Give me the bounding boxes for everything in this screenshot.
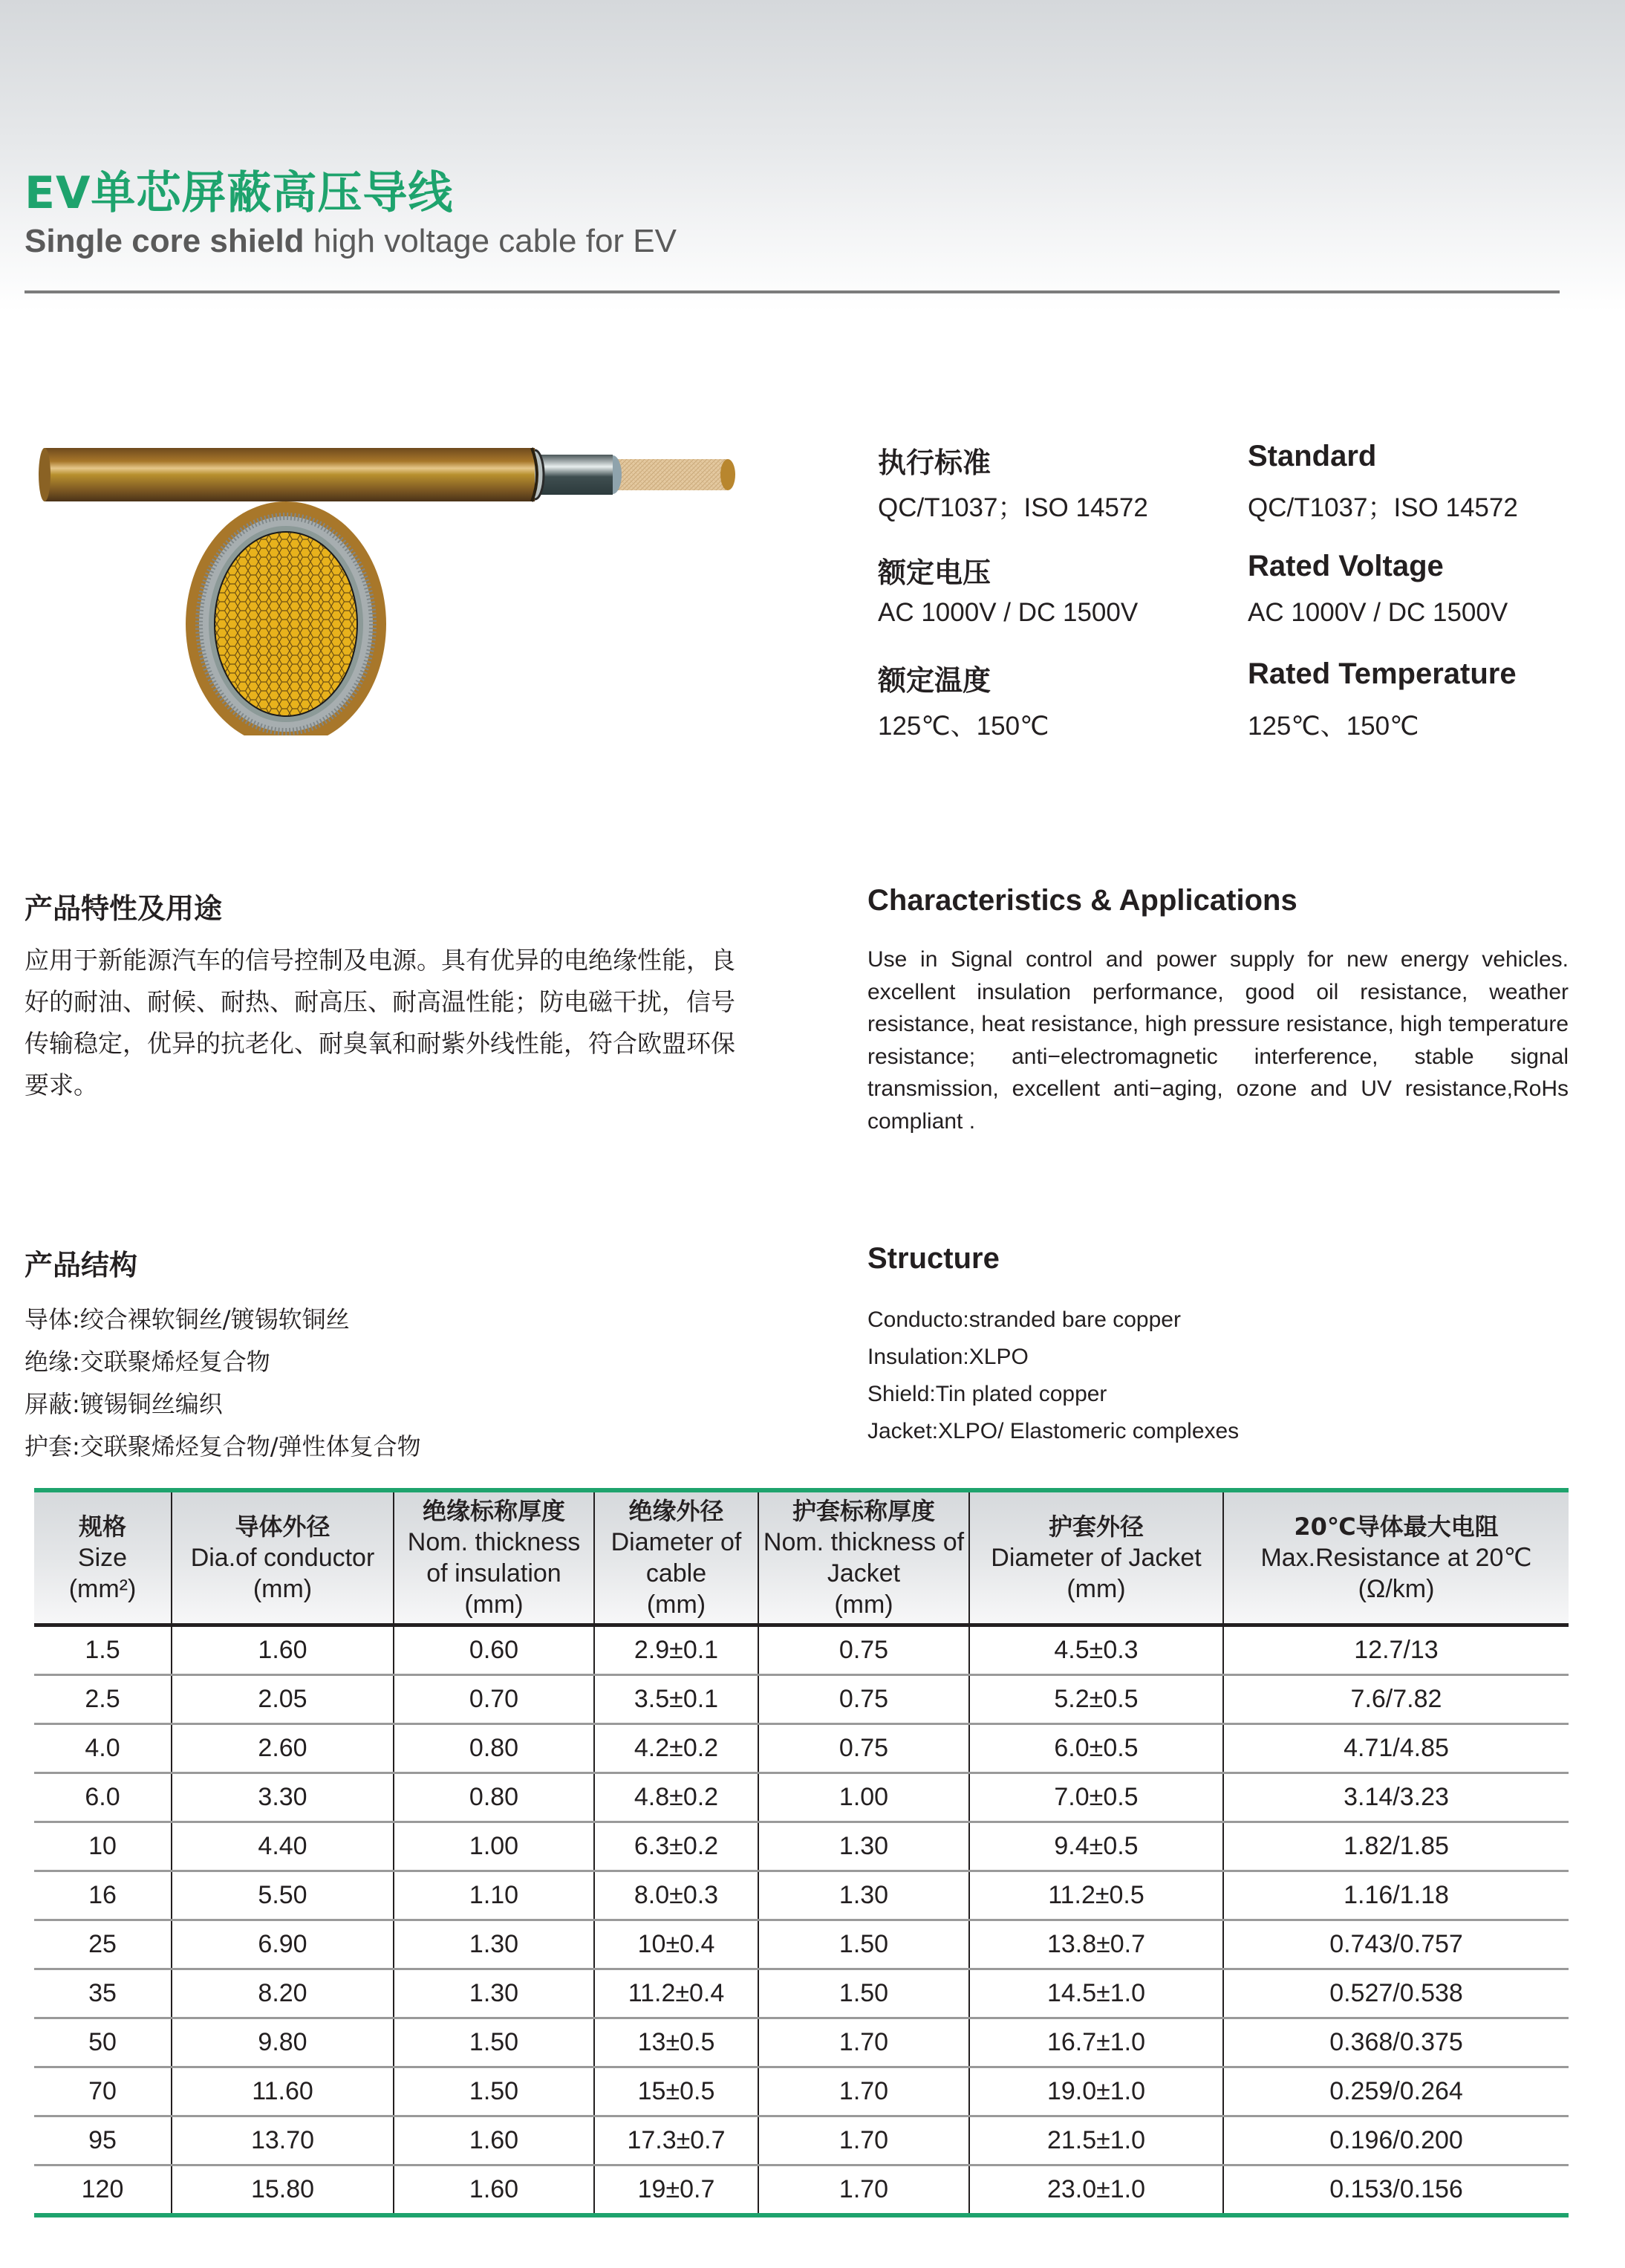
spec-value-cn: AC 1000V / DC 1500V bbox=[878, 598, 1139, 627]
characteristics-body-cn: 应用于新能源汽车的信号控制及电源。具有优异的电绝缘性能，良好的耐油、耐候、耐热、耐高压、耐高温性能；防电磁干扰，信号传输稳定，优异的抗老化、耐臭氧和耐紫外线性能，符合欧盟环保要求。 bbox=[25, 946, 735, 1099]
table-cell: 0.80 bbox=[394, 1724, 594, 1773]
structure-item: 护套:交联聚烯烃复合物/弹性体复合物 bbox=[25, 1432, 421, 1460]
table-cell: 21.5±1.0 bbox=[969, 2116, 1223, 2165]
table-cell: 1.10 bbox=[394, 1871, 594, 1920]
table-cell: 12.7/13 bbox=[1223, 1625, 1569, 1675]
column-header-jacket-thickness: 护套标称厚度 Nom. thickness of Jacket (mm) bbox=[758, 1490, 969, 1625]
structure-item: Shield:Tin plated copper bbox=[867, 1382, 1107, 1406]
table-cell: 2.05 bbox=[172, 1675, 394, 1724]
table-cell: 1.70 bbox=[758, 2165, 969, 2216]
table-row bbox=[34, 1625, 1569, 1675]
table-cell: 1.50 bbox=[394, 2018, 594, 2067]
table-cell: 9.80 bbox=[172, 2018, 394, 2067]
table-cell: 2.60 bbox=[172, 1724, 394, 1773]
table-cell: 0.743/0.757 bbox=[1223, 1920, 1569, 1969]
spec-value-en: QC/T1037；ISO 14572 bbox=[1248, 493, 1518, 522]
table-cell: 1.00 bbox=[758, 1773, 969, 1822]
subtitle-rest: high voltage cable for EV bbox=[304, 223, 677, 259]
table-cell: 10±0.4 bbox=[594, 1920, 758, 1969]
table-cell: 11.60 bbox=[172, 2067, 394, 2116]
structure-item: Jacket:XLPO/ Elastomeric complexes bbox=[867, 1419, 1240, 1443]
table-row bbox=[34, 2067, 1569, 2116]
table-cell: 5.2±0.5 bbox=[969, 1675, 1223, 1724]
table-cell: 4.8±0.2 bbox=[594, 1773, 758, 1822]
structure-item: 屏蔽:镀锡铜丝编织 bbox=[25, 1390, 223, 1418]
table-cell: 3.5±0.1 bbox=[594, 1675, 758, 1724]
table-cell: 0.196/0.200 bbox=[1223, 2116, 1569, 2165]
column-header-max-resistance: 20℃导体最大电阻 Max.Resistance at 20℃ (Ω/km) bbox=[1223, 1490, 1569, 1625]
subtitle-bold: Single core shield bbox=[25, 223, 305, 259]
table-cell: 4.2±0.2 bbox=[594, 1724, 758, 1773]
table-cell: 2.5 bbox=[34, 1675, 172, 1724]
table-cell: 0.75 bbox=[758, 1625, 969, 1675]
table-cell: 1.82/1.85 bbox=[1223, 1822, 1569, 1871]
column-header-insulation-thickness: 绝缘标称厚度 Nom. thickness of insulation (mm) bbox=[394, 1490, 594, 1625]
table-row bbox=[34, 1675, 1569, 1724]
table-cell: 2.9±0.1 bbox=[594, 1625, 758, 1675]
table-cell: 1.50 bbox=[758, 1920, 969, 1969]
table-cell: 13±0.5 bbox=[594, 2018, 758, 2067]
table-cell: 0.527/0.538 bbox=[1223, 1969, 1569, 2018]
table-cell: 14.5±1.0 bbox=[969, 1969, 1223, 2018]
table-cell: 15±0.5 bbox=[594, 2067, 758, 2116]
table-cell: 1.5 bbox=[34, 1625, 172, 1675]
spec-table bbox=[34, 1488, 1569, 2217]
table-cell: 35 bbox=[34, 1969, 172, 2018]
spec-label-cn: 额定温度 bbox=[878, 664, 991, 697]
table-cell: 4.0 bbox=[34, 1724, 172, 1773]
conductor-end bbox=[720, 459, 735, 490]
table-cell: 13.8±0.7 bbox=[969, 1920, 1223, 1969]
column-header-size: 规格 Size (mm²) bbox=[34, 1490, 172, 1625]
table-cell: 19±0.7 bbox=[594, 2165, 758, 2216]
table-cell: 6.0 bbox=[34, 1773, 172, 1822]
table-cell: 95 bbox=[34, 2116, 172, 2165]
column-header-cable-diameter: 绝缘外径 Diameter of cable (mm) bbox=[594, 1490, 758, 1625]
table-cell: 9.4±0.5 bbox=[969, 1822, 1223, 1871]
table-cell: 120 bbox=[81, 2175, 124, 2203]
characteristics-body-en: Use in Signal control and power supply for new energy vehicles. excellent insulation performance, good oil resistance, weather resistance, heat resistance, high pressure resistance, high temperature resistance; anti−electromagnetic interference, stable signal transmission, excellent anti−aging, ozone and UV resistance,RoHs compliant . bbox=[867, 947, 1569, 1134]
table-row bbox=[34, 1773, 1569, 1822]
table-cell: 1.50 bbox=[394, 2067, 594, 2116]
page-subtitle bbox=[25, 223, 677, 260]
column-header-conductor-diameter: 导体外径 Dia.of conductor (mm) bbox=[172, 1490, 394, 1625]
table-cell: 3.14/3.23 bbox=[1223, 1773, 1569, 1822]
table-cell: 11.2±0.4 bbox=[594, 1969, 758, 2018]
table-cell: 5.50 bbox=[172, 1871, 394, 1920]
table-cell: 16.7±1.0 bbox=[969, 2018, 1223, 2067]
table-cell: 1.70 bbox=[758, 2018, 969, 2067]
table-cell: 1.50 bbox=[758, 1969, 969, 2018]
table-cell: 1.60 bbox=[394, 2116, 594, 2165]
table-cell: 1.30 bbox=[758, 1822, 969, 1871]
table-cell: 0.259/0.264 bbox=[1223, 2067, 1569, 2116]
table-cell: 1.00 bbox=[394, 1822, 594, 1871]
spec-label-cn: 执行标准 bbox=[878, 446, 991, 479]
table-row bbox=[34, 2116, 1569, 2165]
table-cell: 0.70 bbox=[394, 1675, 594, 1724]
table-cell: 16 bbox=[34, 1871, 172, 1920]
table-cell: 70 bbox=[34, 2067, 172, 2116]
spec-label-en: Rated Temperature bbox=[1248, 657, 1517, 690]
characteristics-heading-en: Characteristics & Applications bbox=[867, 884, 1297, 917]
table-cell: 4.71/4.85 bbox=[1223, 1724, 1569, 1773]
spec-value-cn: 125℃、150℃ bbox=[878, 712, 1049, 741]
table-cell: 50 bbox=[34, 2018, 172, 2067]
table-row bbox=[34, 1920, 1569, 1969]
column-header-jacket-diameter: 护套外径 Diameter of Jacket (mm) bbox=[969, 1490, 1223, 1625]
table-cell: 8.0±0.3 bbox=[594, 1871, 758, 1920]
table-cell: 0.80 bbox=[394, 1773, 594, 1822]
table-cell: 1.30 bbox=[394, 1920, 594, 1969]
table-cell: 7.0±0.5 bbox=[969, 1773, 1223, 1822]
structure-item: Conducto:stranded bare copper bbox=[867, 1307, 1181, 1332]
structure-item: 绝缘:交联聚烯烃复合物 bbox=[25, 1348, 270, 1376]
jacket-layer bbox=[45, 448, 535, 501]
table-row bbox=[34, 1724, 1569, 1773]
table-row bbox=[34, 2018, 1569, 2067]
table-cell: 0.368/0.375 bbox=[1223, 2018, 1569, 2067]
table-cell: 0.75 bbox=[758, 1675, 969, 1724]
header-divider bbox=[25, 290, 1560, 293]
table-cell: 8.20 bbox=[172, 1969, 394, 2018]
table-cell: 1.30 bbox=[758, 1871, 969, 1920]
table-cell: 10 bbox=[34, 1822, 172, 1871]
table-cell: 25 bbox=[34, 1920, 172, 1969]
spec-label-en: Rated Voltage bbox=[1248, 550, 1444, 582]
table-row bbox=[34, 1871, 1569, 1920]
table-cell: 3.30 bbox=[172, 1773, 394, 1822]
table-cell: 1.60 bbox=[172, 1625, 394, 1675]
table-cell: 0.60 bbox=[394, 1625, 594, 1675]
page-title: EV单芯屏蔽高压导线 bbox=[25, 167, 454, 219]
table-cell: 6.90 bbox=[172, 1920, 394, 1969]
table-cell: 13.70 bbox=[172, 2116, 394, 2165]
structure-list-cn bbox=[25, 1299, 421, 1468]
table-cell: 1.70 bbox=[758, 2067, 969, 2116]
cable-illustration bbox=[30, 423, 772, 735]
table-cell: 7.6/7.82 bbox=[1223, 1675, 1569, 1724]
table-cell: 23.0±1.0 bbox=[969, 2165, 1223, 2216]
spec-value-en: 125℃、150℃ bbox=[1248, 712, 1419, 741]
table-cell: 1.70 bbox=[758, 2116, 969, 2165]
table-cell: 4.40 bbox=[172, 1822, 394, 1871]
cable-cross-section bbox=[186, 501, 386, 735]
spec-label-cn: 额定电压 bbox=[878, 556, 991, 589]
structure-list-en bbox=[867, 1302, 1239, 1450]
table-cell: 0.153/0.156 bbox=[1223, 2165, 1569, 2216]
structure-heading-cn: 产品结构 bbox=[25, 1249, 138, 1281]
conductor-strands bbox=[609, 459, 728, 490]
table-header-row bbox=[34, 1490, 1569, 1625]
table-cell: 19.0±1.0 bbox=[969, 2067, 1223, 2116]
table-cell: 6.0±0.5 bbox=[969, 1724, 1223, 1773]
header-background bbox=[0, 0, 1625, 312]
table-cell: 6.3±0.2 bbox=[594, 1822, 758, 1871]
table-cell: 1.30 bbox=[394, 1969, 594, 2018]
characteristics-heading-cn: 产品特性及用途 bbox=[25, 892, 223, 925]
table-row bbox=[34, 1822, 1569, 1871]
table-cell: 15.80 bbox=[172, 2165, 394, 2216]
structure-heading-en: Structure bbox=[867, 1242, 1000, 1275]
spec-label-en: Standard bbox=[1248, 440, 1377, 472]
table-cell: 11.2±0.5 bbox=[969, 1871, 1223, 1920]
spec-value-en: AC 1000V / DC 1500V bbox=[1248, 598, 1508, 627]
table-cell: 1.60 bbox=[394, 2165, 594, 2216]
table-row bbox=[34, 2165, 1569, 2216]
table-cell: 4.5±0.3 bbox=[969, 1625, 1223, 1675]
insulation-layer bbox=[535, 455, 613, 495]
cable-side-view bbox=[39, 448, 735, 501]
table-cell: 1.16/1.18 bbox=[1223, 1871, 1569, 1920]
structure-item: 导体:绞合裸软铜丝/镀锡软铜丝 bbox=[25, 1305, 350, 1333]
table-cell: 17.3±0.7 bbox=[594, 2116, 758, 2165]
structure-item: Insulation:XLPO bbox=[867, 1345, 1029, 1369]
table-row bbox=[34, 1969, 1569, 2018]
table-body bbox=[34, 1625, 1569, 2216]
spec-value-cn: QC/T1037；ISO 14572 bbox=[878, 493, 1148, 522]
table-cell: 0.75 bbox=[758, 1724, 969, 1773]
